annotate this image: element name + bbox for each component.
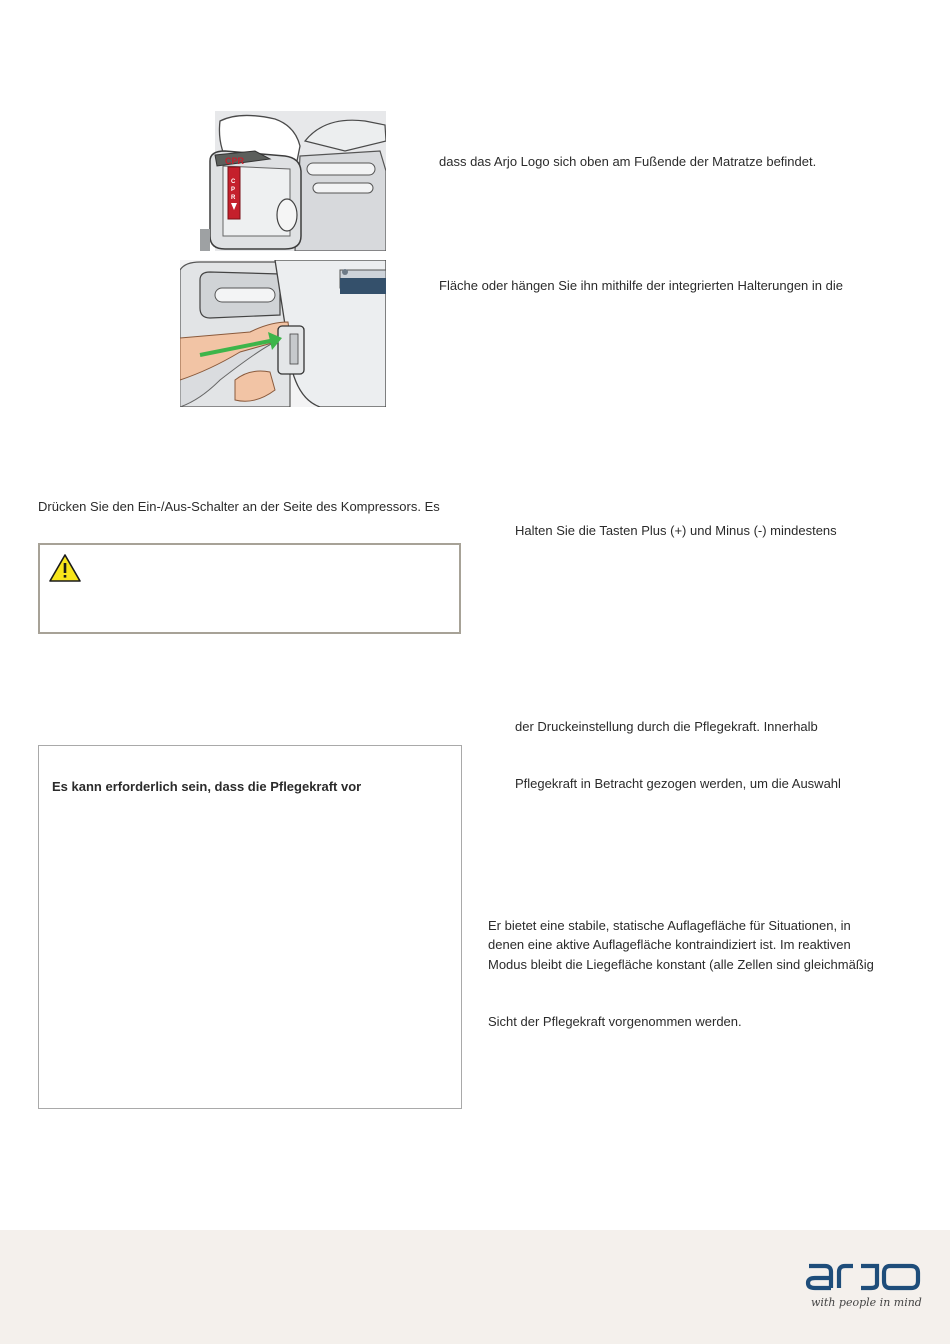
- cpr-tab-label: CPR: [225, 156, 245, 166]
- pressure-setting-text: der Druckeinstellung durch die Pflegekraft. Innerhalb: [515, 719, 818, 734]
- svg-text:C: C: [231, 179, 236, 185]
- warning-box: [38, 543, 461, 634]
- brand-tagline: with people in mind: [811, 1296, 922, 1309]
- compressor-drawing: [180, 260, 386, 407]
- caregiver-consideration-text: Pflegekraft in Betracht gezogen werden, um die Auswahl: [515, 776, 841, 791]
- compressor-hanging-illustration: [180, 260, 386, 407]
- reactive-mode-line-2: denen eine aktive Auflagefläche kontraindiziert ist. Im reaktiven: [488, 937, 851, 952]
- svg-text:P: P: [231, 187, 236, 193]
- cpr-valve-illustration: [195, 111, 386, 251]
- note-box: [38, 745, 462, 1109]
- hanging-instruction-text: Fläche oder hängen Sie ihn mithilfe der integrierten Halterungen in die: [439, 278, 843, 293]
- cpr-valve-drawing: [195, 111, 386, 251]
- caregiver-view-text: Sicht der Pflegekraft vorgenommen werden.: [488, 1014, 742, 1029]
- reactive-mode-line-1: Er bietet eine stabile, statische Auflagefläche für Situationen, in: [488, 918, 851, 933]
- plus-minus-instruction-text: Halten Sie die Tasten Plus (+) und Minus (-) mindestens: [515, 523, 837, 538]
- svg-text:R: R: [231, 195, 236, 201]
- note-heading: Es kann erforderlich sein, dass die Pflegekraft vor: [52, 779, 362, 794]
- page-footer: [0, 1230, 950, 1344]
- arjo-logo: [805, 1258, 921, 1292]
- reactive-mode-line-3: Modus bleibt die Liegefläche konstant (alle Zellen sind gleichmäßig: [488, 957, 874, 972]
- logo-orientation-text: dass das Arjo Logo sich oben am Fußende der Matratze befindet.: [439, 154, 817, 169]
- warning-triangle-icon: [48, 553, 82, 583]
- compressor-switch-text: Drücken Sie den Ein-/Aus-Schalter an der Seite des Kompressors. Es: [38, 499, 440, 514]
